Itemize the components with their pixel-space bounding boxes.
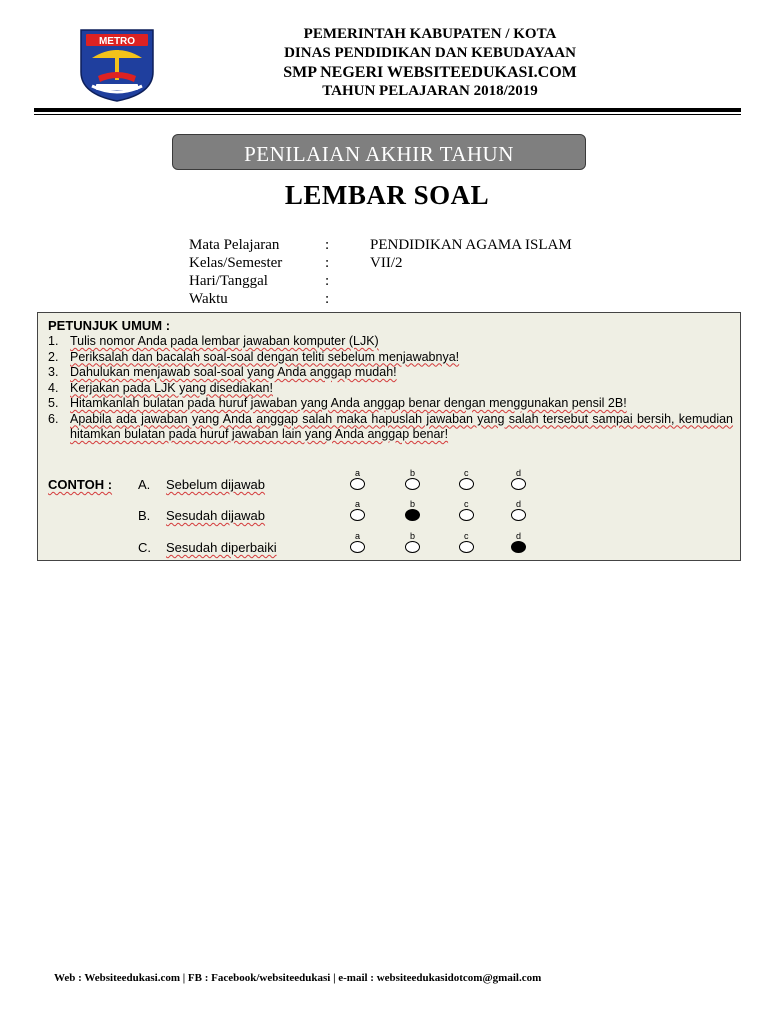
item-text: Apabila ada jawaban yang Anda anggap salah maka hapuslah jawaban yang salah tersebut sampai bersih, kemudian hitamkan bulatan pada huruf jawaban lain yang Anda anggap benar! (70, 411, 733, 441)
answer-bubble-a (350, 532, 368, 558)
header-divider-thin (34, 114, 741, 115)
instructions-list (48, 334, 733, 443)
meta-value: VII/2 (370, 255, 403, 271)
item-number: 6. (48, 411, 59, 426)
instruction-item (48, 365, 733, 381)
answer-bubble-d (511, 500, 529, 526)
example-letter: A. (138, 477, 151, 492)
meta-colon: : (325, 291, 330, 307)
item-number: 4. (48, 380, 59, 395)
instruction-item (48, 396, 733, 412)
bubble-letter: c (464, 468, 469, 478)
answer-bubble-b (405, 532, 423, 558)
academic-year: TAHUN PELAJARAN 2018/2019 (322, 83, 538, 99)
item-text: Hitamkanlah bulatan pada huruf jawaban yang Anda anggap benar dengan menggunakan pensil 2B! (70, 396, 627, 410)
page-title: LEMBAR SOAL (284, 180, 490, 210)
bubble-letter: c (464, 531, 469, 541)
bubble-letter: c (464, 499, 469, 509)
bubble-letter: d (516, 468, 522, 478)
example-letter: B. (138, 508, 151, 523)
meta-value: PENDIDIKAN AGAMA ISLAM (370, 237, 572, 253)
answer-bubble-c (459, 500, 477, 526)
item-text: Kerjakan pada LJK yang disediakan! (70, 380, 273, 395)
answer-bubble-c (459, 532, 477, 558)
instructions-heading: PETUNJUK UMUM : (48, 318, 171, 333)
instruction-item (48, 334, 733, 350)
bubble-letter: d (516, 531, 522, 541)
example-text: Sebelum dijawab (166, 477, 266, 492)
meta-label: Hari/Tanggal (189, 273, 268, 289)
meta-label: Waktu (189, 291, 228, 307)
example-row (38, 499, 740, 528)
answer-bubble-a (350, 500, 368, 526)
instruction-item (48, 412, 733, 443)
bubble-circle (511, 478, 526, 490)
item-number: 5. (48, 396, 59, 410)
footer-contact: Web : Websiteedukasi.com | FB : Facebook/websiteedukasi | e-mail : websiteedukasidotcom@gmail.com (54, 972, 542, 984)
instruction-item (48, 381, 733, 397)
example-row (38, 468, 740, 497)
meta-colon: : (325, 237, 330, 253)
bubble-letter: a (355, 499, 361, 509)
answer-bubble-d (511, 469, 529, 495)
answer-bubble-a (350, 469, 368, 495)
example-text: Sesudah diperbaiki (166, 540, 277, 555)
meta-colon: : (325, 255, 330, 271)
answer-bubble-b (405, 500, 423, 526)
bubble-circle (350, 509, 365, 521)
example-text: Sesudah dijawab (166, 508, 266, 523)
meta-label: Kelas/Semester (189, 255, 283, 271)
exam-type-banner: PENILAIAN AKHIR TAHUN (172, 134, 586, 170)
item-text: Dahulukan menjawab soal-soal yang Anda anggap mudah! (70, 365, 397, 379)
department-line: DINAS PENDIDIKAN DAN KEBUDAYAAN (284, 45, 576, 61)
instruction-item (48, 350, 733, 366)
item-text: Tulis nomor Anda pada lembar jawaban komputer (LJK) (70, 334, 379, 348)
answer-bubble-b (405, 469, 423, 495)
bubble-circle (459, 509, 474, 521)
item-text: Periksalah dan bacalah soal-soal dengan teliti sebelum menjawabnya! (70, 349, 460, 364)
bubble-letter: b (410, 468, 416, 478)
answer-bubble-c (459, 469, 477, 495)
government-line: PEMERINTAH KABUPATEN / KOTA (303, 26, 557, 42)
meta-label: Mata Pelajaran (189, 237, 280, 253)
bubble-circle (350, 478, 365, 490)
bubble-circle (459, 478, 474, 490)
item-number: 3. (48, 365, 59, 379)
bubble-letter: a (355, 468, 361, 478)
item-number: 2. (48, 349, 59, 364)
school-name: SMP NEGERI WEBSITEEDUKASI.COM (283, 64, 577, 81)
meta-colon: : (325, 273, 330, 289)
bubble-circle (405, 509, 420, 521)
answer-bubble-d (511, 532, 529, 558)
header-divider-thick (34, 108, 741, 112)
bubble-letter: a (355, 531, 361, 541)
letterhead (170, 25, 690, 101)
bubble-circle (459, 541, 474, 553)
school-crest-logo (78, 28, 156, 102)
bubble-letter: b (410, 531, 416, 541)
general-instructions-box (37, 312, 741, 561)
bubble-circle (511, 509, 526, 521)
example-row (38, 531, 740, 560)
bubble-circle (405, 478, 420, 490)
item-number: 1. (48, 334, 59, 348)
bubble-letter: b (410, 499, 416, 509)
logo-text: METRO (98, 36, 136, 47)
bubble-circle (511, 541, 526, 553)
bubble-letter: d (516, 499, 522, 509)
example-letter: C. (138, 540, 151, 555)
example-label-text: CONTOH : (48, 477, 113, 492)
bubble-circle (405, 541, 420, 553)
bubble-circle (350, 541, 365, 553)
